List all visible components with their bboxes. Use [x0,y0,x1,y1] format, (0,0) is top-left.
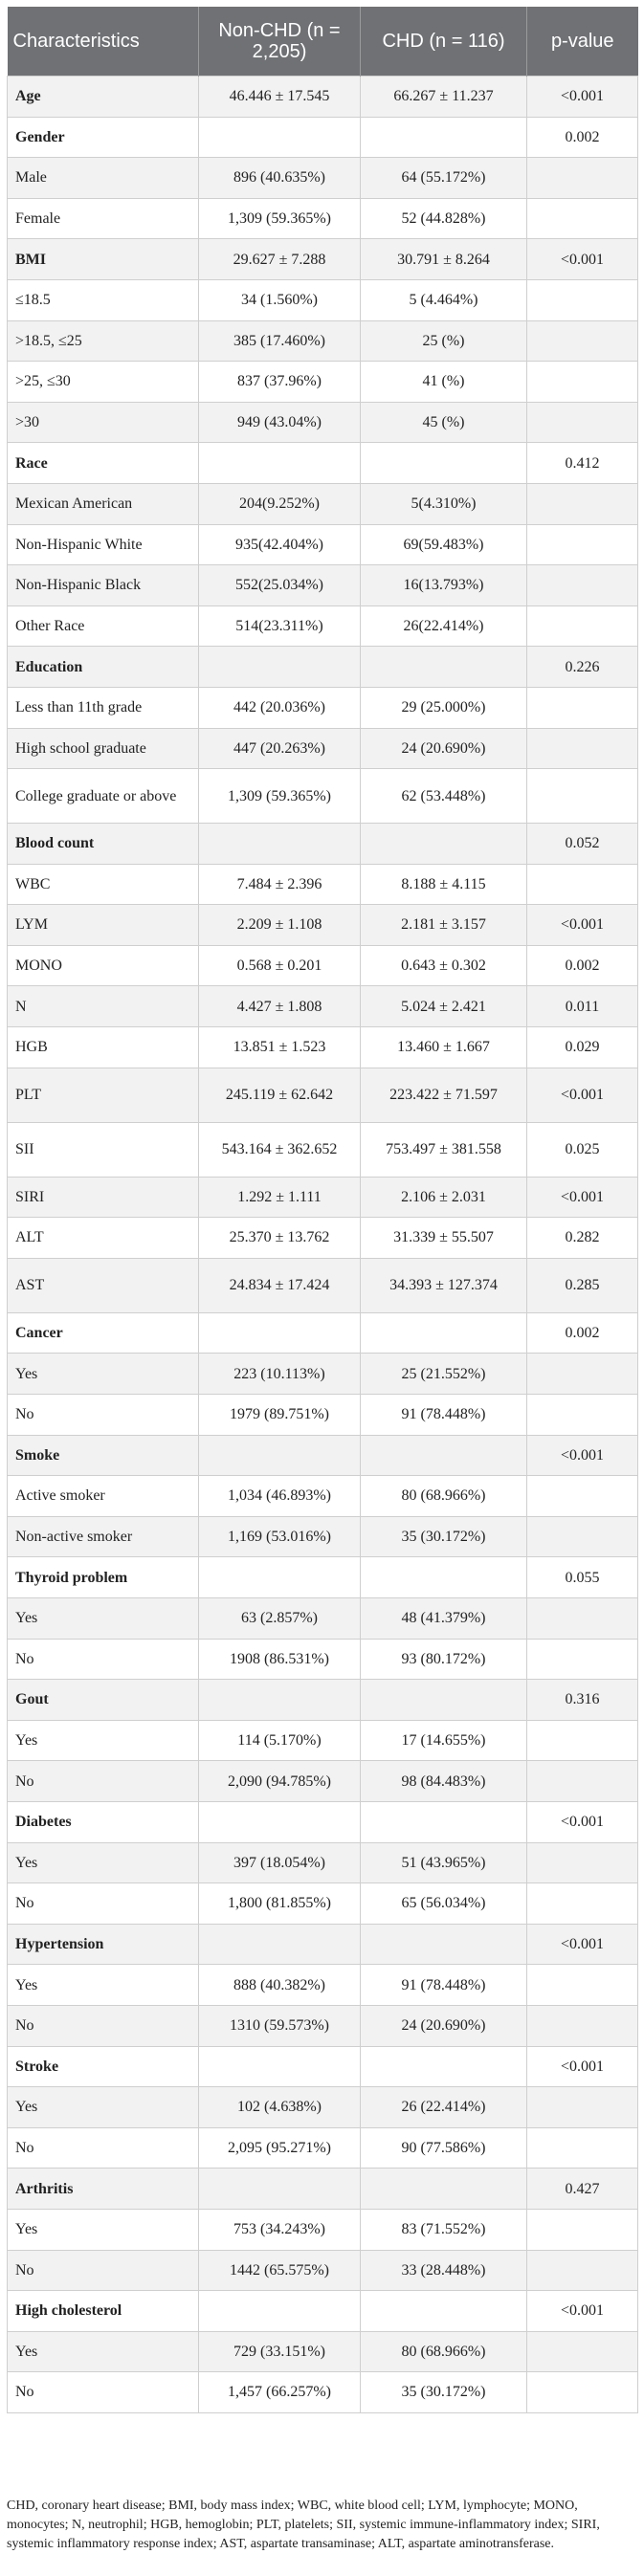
row-label: Gender [8,117,199,158]
row-chd-value: 33 (28.448%) [361,2250,527,2291]
row-label: No [8,2005,199,2046]
row-non-chd-value [199,824,361,865]
row-p-value [527,402,638,443]
table-row [8,158,638,199]
row-label: Yes [8,2087,199,2128]
row-label: >18.5, ≤25 [8,320,199,362]
header-non-chd: Non-CHD (n = 2,205) [199,7,361,77]
row-label: Male [8,158,199,199]
row-p-value [527,279,638,320]
row-label: High school graduate [8,728,199,769]
table-row [8,1312,638,1354]
row-non-chd-value: 1.292 ± 1.111 [199,1177,361,1218]
row-label: Yes [8,1842,199,1883]
row-non-chd-value [199,1924,361,1965]
row-chd-value: 93 (80.172%) [361,1639,527,1680]
row-label: SIRI [8,1177,199,1218]
table-row [8,1801,638,1842]
row-p-value: 0.282 [527,1218,638,1259]
row-label: BMI [8,239,199,280]
row-non-chd-value [199,117,361,158]
row-chd-value: 51 (43.965%) [361,1842,527,1883]
row-label: Yes [8,2331,199,2372]
row-chd-value: 65 (56.034%) [361,1883,527,1925]
row-p-value [527,1842,638,1883]
table-row [8,2250,638,2291]
row-p-value: 0.002 [527,1312,638,1354]
table-row [8,402,638,443]
row-label: LYM [8,905,199,946]
table-row [8,1842,638,1883]
row-non-chd-value: 0.568 ± 0.201 [199,945,361,986]
row-non-chd-value: 1442 (65.575%) [199,2250,361,2291]
row-chd-value: 62 (53.448%) [361,769,527,824]
row-chd-value [361,824,527,865]
row-p-value: 0.029 [527,1027,638,1068]
characteristics-table [7,7,638,2413]
row-label: >25, ≤30 [8,362,199,403]
row-p-value [527,1516,638,1557]
row-chd-value: 83 (71.552%) [361,2209,527,2250]
row-chd-value: 30.791 ± 8.264 [361,239,527,280]
row-non-chd-value: 24.834 ± 17.424 [199,1258,361,1312]
row-non-chd-value: 935(42.404%) [199,524,361,565]
row-label: Age [8,77,199,118]
table-row [8,1720,638,1761]
row-label: College graduate or above [8,769,199,824]
row-p-value [527,158,638,199]
row-chd-value: 69(59.483%) [361,524,527,565]
row-non-chd-value: 514(23.311%) [199,605,361,647]
row-chd-value [361,117,527,158]
row-non-chd-value: 949 (43.04%) [199,402,361,443]
row-chd-value: 66.267 ± 11.237 [361,77,527,118]
row-label: Gout [8,1680,199,1721]
table-row [8,1027,638,1068]
row-chd-value: 223.422 ± 71.597 [361,1068,527,1122]
row-p-value [527,483,638,524]
row-chd-value: 2.106 ± 2.031 [361,1177,527,1218]
table-row [8,2005,638,2046]
row-non-chd-value: 1310 (59.573%) [199,2005,361,2046]
row-label: MONO [8,945,199,986]
table-row [8,198,638,239]
row-chd-value [361,1435,527,1476]
row-chd-value: 98 (84.483%) [361,1761,527,1802]
row-chd-value: 5.024 ± 2.421 [361,986,527,1027]
row-chd-value [361,1801,527,1842]
row-p-value [527,1965,638,2006]
row-non-chd-value: 102 (4.638%) [199,2087,361,2128]
row-label: Active smoker [8,1476,199,1517]
row-p-value [527,769,638,824]
row-p-value [527,1883,638,1925]
row-label: Arthritis [8,2169,199,2210]
row-chd-value: 753.497 ± 381.558 [361,1122,527,1177]
row-p-value: <0.001 [527,2291,638,2332]
table-row [8,1883,638,1925]
row-non-chd-value: 447 (20.263%) [199,728,361,769]
table-row [8,2169,638,2210]
row-non-chd-value: 1979 (89.751%) [199,1395,361,1436]
table-row [8,1761,638,1802]
row-p-value [527,524,638,565]
row-p-value [527,1476,638,1517]
table-row [8,1639,638,1680]
row-label: No [8,1883,199,1925]
row-chd-value: 31.339 ± 55.507 [361,1218,527,1259]
table-row [8,239,638,280]
table-row [8,77,638,118]
row-non-chd-value [199,1801,361,1842]
row-non-chd-value [199,1680,361,1721]
row-label: Other Race [8,605,199,647]
table-row [8,1068,638,1122]
row-chd-value: 35 (30.172%) [361,2372,527,2413]
table-row [8,647,638,688]
row-p-value: 0.052 [527,824,638,865]
row-p-value [527,1598,638,1640]
row-chd-value [361,1680,527,1721]
row-chd-value: 64 (55.172%) [361,158,527,199]
table-row [8,524,638,565]
table-row [8,1177,638,1218]
row-p-value: <0.001 [527,1435,638,1476]
row-non-chd-value: 13.851 ± 1.523 [199,1027,361,1068]
row-non-chd-value: 2,090 (94.785%) [199,1761,361,1802]
row-chd-value: 17 (14.655%) [361,1720,527,1761]
table-row [8,443,638,484]
row-p-value [527,2087,638,2128]
row-chd-value: 34.393 ± 127.374 [361,1258,527,1312]
row-label: No [8,1639,199,1680]
row-label: Yes [8,1965,199,2006]
table-row [8,1557,638,1598]
table-row [8,320,638,362]
row-chd-value: 45 (%) [361,402,527,443]
row-non-chd-value: 837 (37.96%) [199,362,361,403]
row-non-chd-value: 1,309 (59.365%) [199,198,361,239]
row-p-value: 0.055 [527,1557,638,1598]
row-chd-value: 91 (78.448%) [361,1965,527,2006]
row-chd-value: 5(4.310%) [361,483,527,524]
row-label: Hypertension [8,1924,199,1965]
table-row [8,483,638,524]
row-p-value: <0.001 [527,1801,638,1842]
row-non-chd-value [199,1312,361,1354]
table-row [8,2372,638,2413]
row-p-value: 0.226 [527,647,638,688]
row-chd-value: 52 (44.828%) [361,198,527,239]
row-chd-value: 2.181 ± 3.157 [361,905,527,946]
table-row [8,2046,638,2087]
row-non-chd-value [199,1557,361,1598]
table-row [8,1598,638,1640]
row-non-chd-value: 1,169 (53.016%) [199,1516,361,1557]
row-p-value [527,1761,638,1802]
row-label: Non-Hispanic Black [8,565,199,606]
row-non-chd-value [199,2046,361,2087]
row-chd-value: 80 (68.966%) [361,1476,527,1517]
header-chd: CHD (n = 116) [361,7,527,77]
row-label: SII [8,1122,199,1177]
row-label: Female [8,198,199,239]
table-row [8,1476,638,1517]
row-p-value [527,2372,638,2413]
row-p-value [527,2331,638,2372]
row-label: PLT [8,1068,199,1122]
row-non-chd-value: 114 (5.170%) [199,1720,361,1761]
table-row [8,687,638,728]
row-p-value [527,565,638,606]
row-non-chd-value: 2.209 ± 1.108 [199,905,361,946]
row-label: No [8,1761,199,1802]
row-label: Non-active smoker [8,1516,199,1557]
table-row [8,1965,638,2006]
table-footnote: CHD, coronary heart disease; BMI, body mass index; WBC, white blood cell; LYM, lymphocyte; MONO, monocytes; N, neutrophil; HGB, hemoglobin; PLT, platelets; SII, systemic immune-inflammatory index; SIRI, systemic inflammatory response index; AST, aspartate transaminase; ALT, aspartate aminotransferase. [7,2499,600,2551]
row-non-chd-value: 29.627 ± 7.288 [199,239,361,280]
row-chd-value: 91 (78.448%) [361,1395,527,1436]
row-chd-value [361,2046,527,2087]
row-p-value [527,687,638,728]
table-row [8,728,638,769]
table-row [8,362,638,403]
row-p-value [527,2005,638,2046]
row-chd-value: 0.643 ± 0.302 [361,945,527,986]
table-row [8,565,638,606]
table-row [8,945,638,986]
row-chd-value [361,1557,527,1598]
row-label: High cholesterol [8,2291,199,2332]
row-chd-value [361,1924,527,1965]
row-non-chd-value [199,2169,361,2210]
table-header [8,7,638,77]
row-p-value [527,2127,638,2169]
table-row [8,279,638,320]
row-label: N [8,986,199,1027]
row-p-value: 0.002 [527,945,638,986]
row-p-value: 0.011 [527,986,638,1027]
table-row [8,769,638,824]
row-non-chd-value: 204(9.252%) [199,483,361,524]
row-label: HGB [8,1027,199,1068]
row-p-value: 0.412 [527,443,638,484]
row-p-value: <0.001 [527,905,638,946]
row-p-value [527,320,638,362]
row-label: Yes [8,2209,199,2250]
row-non-chd-value: 245.119 ± 62.642 [199,1068,361,1122]
row-chd-value: 26 (22.414%) [361,2087,527,2128]
table-row [8,117,638,158]
row-non-chd-value [199,1435,361,1476]
row-non-chd-value: 1,800 (81.855%) [199,1883,361,1925]
table-row [8,1680,638,1721]
table-row [8,2127,638,2169]
row-non-chd-value [199,443,361,484]
table-row [8,1435,638,1476]
row-label: Diabetes [8,1801,199,1842]
row-p-value [527,1639,638,1680]
row-non-chd-value: 34 (1.560%) [199,279,361,320]
row-p-value [527,2250,638,2291]
row-label: Smoke [8,1435,199,1476]
row-chd-value: 24 (20.690%) [361,728,527,769]
table-row [8,1218,638,1259]
row-non-chd-value: 46.446 ± 17.545 [199,77,361,118]
table-row [8,2209,638,2250]
row-label: Education [8,647,199,688]
row-p-value [527,605,638,647]
row-p-value [527,1354,638,1395]
row-non-chd-value: 2,095 (95.271%) [199,2127,361,2169]
row-p-value [527,362,638,403]
table-row [8,1924,638,1965]
row-label: No [8,2127,199,2169]
row-chd-value: 29 (25.000%) [361,687,527,728]
row-p-value [527,1395,638,1436]
row-non-chd-value [199,2291,361,2332]
row-non-chd-value: 25.370 ± 13.762 [199,1218,361,1259]
row-chd-value: 16(13.793%) [361,565,527,606]
row-label: Less than 11th grade [8,687,199,728]
row-p-value: <0.001 [527,1177,638,1218]
row-p-value [527,864,638,905]
row-p-value [527,198,638,239]
row-label: No [8,1395,199,1436]
row-chd-value: 80 (68.966%) [361,2331,527,2372]
row-label: No [8,2372,199,2413]
row-p-value: <0.001 [527,1068,638,1122]
row-chd-value: 5 (4.464%) [361,279,527,320]
table-row [8,1395,638,1436]
row-label: Non-Hispanic White [8,524,199,565]
header-characteristics: Characteristics [8,7,199,77]
row-label: ALT [8,1218,199,1259]
row-chd-value [361,2169,527,2210]
row-p-value: 0.285 [527,1258,638,1312]
row-chd-value: 35 (30.172%) [361,1516,527,1557]
table-row [8,2291,638,2332]
row-label: Yes [8,1598,199,1640]
row-non-chd-value: 4.427 ± 1.808 [199,986,361,1027]
table-row [8,2331,638,2372]
row-non-chd-value: 397 (18.054%) [199,1842,361,1883]
row-non-chd-value: 385 (17.460%) [199,320,361,362]
table-row [8,1258,638,1312]
table-row [8,1516,638,1557]
row-p-value [527,1720,638,1761]
row-label: Yes [8,1720,199,1761]
table-row [8,1354,638,1395]
row-p-value: <0.001 [527,1924,638,1965]
row-label: WBC [8,864,199,905]
row-non-chd-value: 888 (40.382%) [199,1965,361,2006]
row-chd-value: 8.188 ± 4.115 [361,864,527,905]
row-p-value: 0.025 [527,1122,638,1177]
table-row [8,605,638,647]
row-p-value: 0.316 [527,1680,638,1721]
row-chd-value [361,443,527,484]
row-chd-value: 41 (%) [361,362,527,403]
row-label: Stroke [8,2046,199,2087]
row-label: Race [8,443,199,484]
row-label: ≤18.5 [8,279,199,320]
table-row [8,1122,638,1177]
row-label: Cancer [8,1312,199,1354]
row-non-chd-value: 442 (20.036%) [199,687,361,728]
row-chd-value [361,2291,527,2332]
row-label: Yes [8,1354,199,1395]
table-row [8,824,638,865]
header-p-value: p-value [527,7,638,77]
row-p-value: <0.001 [527,239,638,280]
row-non-chd-value: 1,309 (59.365%) [199,769,361,824]
row-non-chd-value: 543.164 ± 362.652 [199,1122,361,1177]
row-label: AST [8,1258,199,1312]
row-chd-value [361,647,527,688]
row-chd-value: 90 (77.586%) [361,2127,527,2169]
row-p-value: <0.001 [527,77,638,118]
row-p-value [527,2209,638,2250]
row-chd-value: 26(22.414%) [361,605,527,647]
row-non-chd-value: 753 (34.243%) [199,2209,361,2250]
row-non-chd-value: 7.484 ± 2.396 [199,864,361,905]
row-non-chd-value: 729 (33.151%) [199,2331,361,2372]
row-non-chd-value: 1908 (86.531%) [199,1639,361,1680]
row-p-value: 0.002 [527,117,638,158]
row-chd-value: 24 (20.690%) [361,2005,527,2046]
row-non-chd-value: 63 (2.857%) [199,1598,361,1640]
row-chd-value: 25 (%) [361,320,527,362]
table-row [8,986,638,1027]
table-body [8,77,638,2413]
row-label: Thyroid problem [8,1557,199,1598]
row-chd-value [361,1312,527,1354]
table-row [8,2087,638,2128]
row-p-value: 0.427 [527,2169,638,2210]
row-label: Mexican American [8,483,199,524]
table-row [8,905,638,946]
row-chd-value: 48 (41.379%) [361,1598,527,1640]
row-p-value [527,728,638,769]
row-chd-value: 13.460 ± 1.667 [361,1027,527,1068]
row-non-chd-value: 896 (40.635%) [199,158,361,199]
row-non-chd-value: 552(25.034%) [199,565,361,606]
row-non-chd-value [199,647,361,688]
row-non-chd-value: 1,457 (66.257%) [199,2372,361,2413]
row-non-chd-value: 223 (10.113%) [199,1354,361,1395]
row-non-chd-value: 1,034 (46.893%) [199,1476,361,1517]
row-label: Blood count [8,824,199,865]
row-label: >30 [8,402,199,443]
table-row [8,864,638,905]
row-label: No [8,2250,199,2291]
row-p-value: <0.001 [527,2046,638,2087]
row-chd-value: 25 (21.552%) [361,1354,527,1395]
